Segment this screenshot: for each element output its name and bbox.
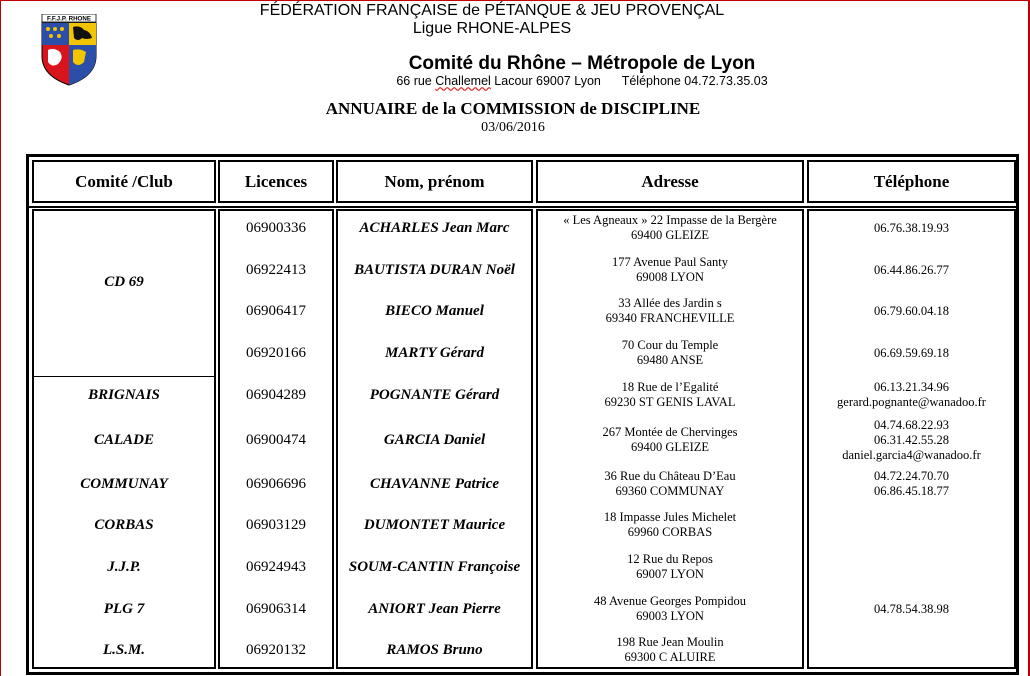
comite-name: Comité du Rhône – Métropole de Lyon — [408, 53, 756, 74]
adresse-line: 36 Rue du Château D’Eau — [604, 469, 736, 483]
adresse-line: « Les Agneaux » 22 Impasse de la Bergère — [563, 213, 777, 227]
row-1-adresse — [536, 250, 804, 290]
row-10-club: L.S.M. — [102, 641, 146, 658]
row-7-nom: DUMONTET Maurice — [363, 516, 506, 533]
telephone-line: 04.78.54.38.98 — [874, 601, 949, 616]
adresse-line: 48 Avenue Georges Pompidou — [594, 594, 746, 608]
row-3-telephone — [807, 333, 1016, 373]
adresse-line: 69007 LYON — [636, 567, 704, 581]
row-8-adresse — [536, 547, 804, 587]
federation-name: FÉDÉRATION FRANÇAISE de PÉTANQUE & JEU PROVENÇAL — [259, 2, 725, 19]
row-8-club: J.J.P. — [107, 558, 141, 575]
row-5-club: CALADE — [93, 431, 154, 448]
adresse-line: 70 Cour du Temple — [621, 338, 719, 352]
adresse-line: 18 Impasse Jules Michelet — [603, 510, 737, 524]
ligue-name: Ligue RHONE-ALPES — [412, 20, 572, 37]
telephone-line: daniel.garcia4@wanadoo.fr — [842, 447, 981, 462]
discipline-table — [26, 154, 1019, 675]
row-6-nom: CHAVANNE Patrice — [369, 475, 500, 492]
row-0-adresse — [536, 208, 804, 248]
header-licences: Licences — [218, 160, 334, 203]
telephone-line: 06.76.38.19.93 — [874, 220, 949, 235]
row-9-adresse — [536, 589, 804, 629]
row-9-telephone — [807, 589, 1016, 629]
adresse-line: 198 Rue Jean Moulin — [616, 635, 724, 649]
row-9-licence: 06906314 — [246, 600, 306, 617]
row-4-telephone — [807, 375, 1016, 415]
row-10-adresse — [536, 630, 804, 670]
row-9-nom: ANIORT Jean Pierre — [368, 600, 501, 617]
row-6-licence: 06906696 — [246, 475, 306, 492]
telephone-line: 06.31.42.55.28 — [874, 432, 949, 447]
adresse-line: 69400 GLEIZE — [630, 228, 710, 242]
row-7-adresse — [536, 505, 804, 545]
row-0-licence: 06900336 — [246, 219, 306, 236]
adresse-line: 267 Montée de Chervinges — [602, 425, 738, 439]
club-cd69: CD 69 — [104, 273, 144, 290]
row-4-club: BRIGNAIS — [88, 386, 160, 403]
row-10-licence: 06920132 — [246, 641, 306, 658]
row-1-club — [32, 250, 216, 290]
row-1-licence: 06922413 — [246, 261, 306, 278]
comite-telephone: Téléphone 04.72.73.35.03 — [621, 74, 768, 88]
adresse-line: 69340 FRANCHEVILLE — [605, 311, 735, 325]
adresse-line: 69400 GLEIZE — [630, 440, 710, 454]
document-date: 03/06/2016 — [481, 120, 545, 135]
row-2-adresse — [536, 291, 804, 331]
adresse-line: 69360 COMMUNAY — [615, 484, 725, 498]
row-3-club — [32, 333, 216, 373]
row-0-club — [32, 208, 216, 248]
row-10-nom: RAMOS Bruno — [386, 641, 483, 658]
row-4-licence: 06904289 — [246, 386, 306, 403]
row-7-club: CORBAS — [94, 516, 154, 533]
row-3-adresse — [536, 333, 804, 373]
header-telephone: Téléphone — [807, 160, 1016, 203]
window-border-top — [0, 0, 1030, 1]
adresse-line: 18 Rue de l’Egalité — [621, 380, 719, 394]
row-5-nom: GARCIA Daniel — [383, 431, 486, 448]
row-4-nom: POGNANTE Gérard — [369, 386, 500, 403]
adresse-line: 69300 C ALUIRE — [624, 650, 716, 664]
row-1-telephone — [807, 250, 1016, 290]
row-8-licence: 06924943 — [246, 558, 306, 575]
row-8-nom: SOUM-CANTIN Françoise — [348, 558, 521, 575]
telephone-line: 04.74.68.22.93 — [874, 417, 949, 432]
row-8-telephone — [807, 547, 1016, 587]
row-2-telephone — [807, 291, 1016, 331]
row-6-adresse — [536, 464, 804, 504]
header-adresse: Adresse — [536, 160, 804, 203]
row-0-telephone — [807, 208, 1016, 248]
adresse-line: 69480 ANSE — [636, 353, 704, 367]
comite-address: 66 rue Challemel Lacour 69007 Lyon Téléphone 04.72.73.35.03 — [396, 74, 768, 88]
row-5-licence: 06900474 — [246, 431, 306, 448]
adresse-line: 69003 LYON — [636, 609, 704, 623]
telephone-line: 06.13.21.34.96 — [874, 380, 949, 394]
header-comite-club: Comité /Club — [32, 160, 216, 203]
row-5-adresse — [536, 420, 804, 460]
adresse-line: 12 Rue du Repos — [627, 552, 713, 566]
row-7-licence: 06903129 — [246, 516, 306, 533]
row-2-club — [32, 291, 216, 331]
row-0-nom: ACHARLES Jean Marc — [359, 219, 510, 236]
adresse-line: 177 Avenue Paul Santy — [611, 255, 729, 269]
row-2-licence: 06906417 — [246, 302, 306, 319]
row-2-nom: BIECO Manuel — [385, 302, 484, 319]
ffjp-rhone-crest-logo — [40, 14, 98, 86]
telephone-line: 06.79.60.04.18 — [874, 303, 949, 318]
adresse-line: 69960 CORBAS — [627, 525, 713, 539]
telephone-line: gerard.pognante@wanadoo.fr — [837, 395, 986, 409]
telephone-line: 06.44.86.26.77 — [874, 262, 949, 277]
row-6-telephone — [807, 464, 1016, 504]
header-nom-prenom: Nom, prénom — [336, 160, 533, 203]
row-7-telephone — [807, 505, 1016, 545]
telephone-line: 06.69.59.69.18 — [874, 345, 949, 360]
row-3-nom: MARTY Gérard — [384, 344, 485, 361]
adresse-line: 69008 LYON — [636, 270, 704, 284]
row-10-telephone — [807, 630, 1016, 670]
row-3-licence: 06920166 — [246, 344, 306, 361]
row-4-adresse — [536, 375, 804, 415]
row-1-nom: BAUTISTA DURAN Noël — [354, 261, 515, 278]
row-5-telephone — [807, 417, 1016, 462]
row-9-club: PLG 7 — [103, 600, 145, 617]
svg-text:F.F.J.P. RHONE: F.F.J.P. RHONE — [47, 15, 91, 23]
document-title: ANNUAIRE de la COMMISSION de DISCIPLINE — [325, 99, 701, 118]
telephone-line: 06.86.45.18.77 — [874, 484, 949, 498]
adresse-line: 33 Allée des Jardin s — [618, 296, 722, 310]
telephone-line: 04.72.24.70.70 — [874, 469, 949, 483]
adresse-line: 69230 ST GENIS LAVAL — [604, 395, 736, 409]
row-6-club: COMMUNAY — [80, 475, 168, 492]
